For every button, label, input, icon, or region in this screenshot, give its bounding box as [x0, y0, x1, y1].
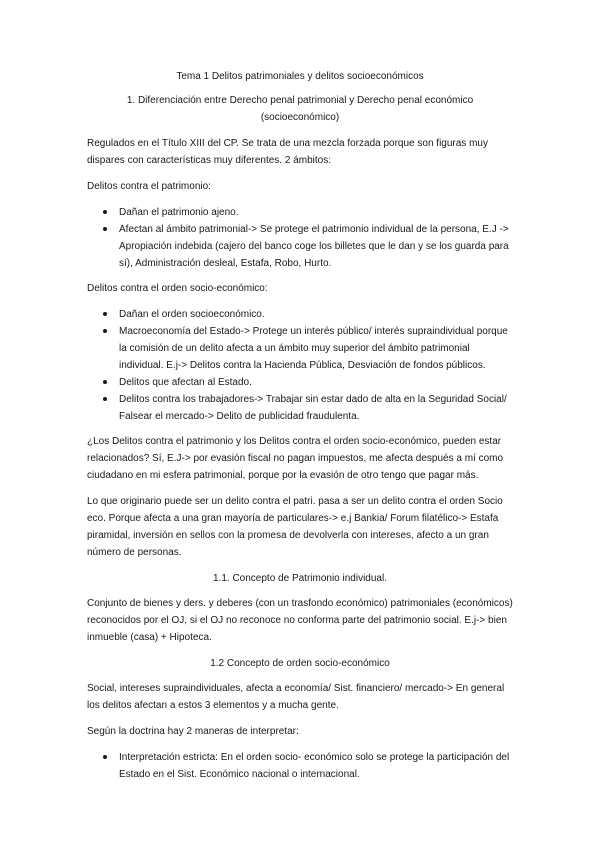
patrimonio-concept-paragraph: Conjunto de bienes y ders. y deberes (con un trasfondo económico) patrimoniales (económicos) reconocidos por el OJ, si el OJ no reconoce no conforma parte del patrimonio social. E.j-> bien inmueble (casa) + Hipoteca.: [87, 598, 513, 643]
list-item: Afectan al ámbito patrimonial-> Se protege el patrimonio individual de la persona, E.J -> Apropiación indebida (cajero del banco coge los billetes que le dan y se los guarda para sí), Administración desleal, Estafa, Robo, Hurto.: [87, 221, 513, 272]
document-title: Tema 1 Delitos patrimoniales y delitos socioeconómicos: [176, 71, 424, 82]
doctrina-paragraph: Según la doctrina hay 2 maneras de interpretar:: [87, 726, 299, 737]
list-item: Dañan el orden socioeconómico.: [87, 306, 513, 323]
interpretaciones-list: [87, 749, 513, 783]
list-item: Dañan el patrimonio ajeno.: [87, 204, 513, 221]
originario-paragraph: Lo que originario puede ser un delito contra el patri. pasa a ser un delito contra el orden Socio eco. Porque afecta a una gran mayoría de particulares-> e.j Bankia/ Forum filatélico-> Estafa piramidal, inversión en sellos con la promesa de devolverla con intereses, afecto a un gran número de personas.: [87, 496, 503, 558]
orden-concept-paragraph: Social, intereses supraindividuales, afecta a economía/ Sist. financiero/ mercado-> En general los delitos afectan a estos 3 elementos y a mucha gente.: [87, 683, 505, 711]
section-heading-1-1: 1.1. Concepto de Patrimonio individual.: [213, 573, 387, 584]
list-item: Delitos que afectan al Estado.: [87, 374, 513, 391]
patrimonio-heading: Delitos contra el patrimonio:: [87, 181, 211, 192]
relacion-paragraph: ¿Los Delitos contra el patrimonio y los Delitos contra el orden socio-económico, pueden estar relacionados? Sí, E.J-> por evasión fiscal no pagan impuestos, me afecta después a mí como ciudadano en mi esfera patrimonial, porque por la evasión de otro tengo que pagar más.: [87, 436, 504, 481]
section-heading-1: 1. Diferenciación entre Derecho penal patrimonial y Derecho penal económico (socioeconómico): [126, 95, 474, 123]
patrimonio-list: [87, 204, 513, 272]
list-item: Delitos contra los trabajadores-> Trabajar sin estar dado de alta en la Seguridad Social/ Falsear el mercado-> Delito de publicidad fraudulenta.: [87, 391, 513, 425]
intro-paragraph: Regulados en el Título XIII del CP. Se trata de una mezcla forzada porque son figuras muy dispares con características muy diferentes. 2 ámbitos:: [87, 138, 488, 166]
list-item: Interpretación estricta: En el orden socio- económico solo se protege la participación del Estado en el Sist. Económico nacional o internacional.: [87, 749, 513, 783]
section-heading-1-2: 1.2 Concepto de orden socio-económico: [210, 658, 390, 669]
socioeconomico-list: [87, 306, 513, 425]
list-item: Macroeconomía del Estado-> Protege un interés público/ interés supraindividual porque la comisión de un delito afecta a un ámbito muy superior del ámbito patrimonial individual. E.j-> Delitos contra la Hacienda Pública, Desviación de fondos públicos.: [87, 323, 513, 374]
socioeconomico-heading: Delitos contra el orden socio-económico:: [87, 283, 268, 294]
